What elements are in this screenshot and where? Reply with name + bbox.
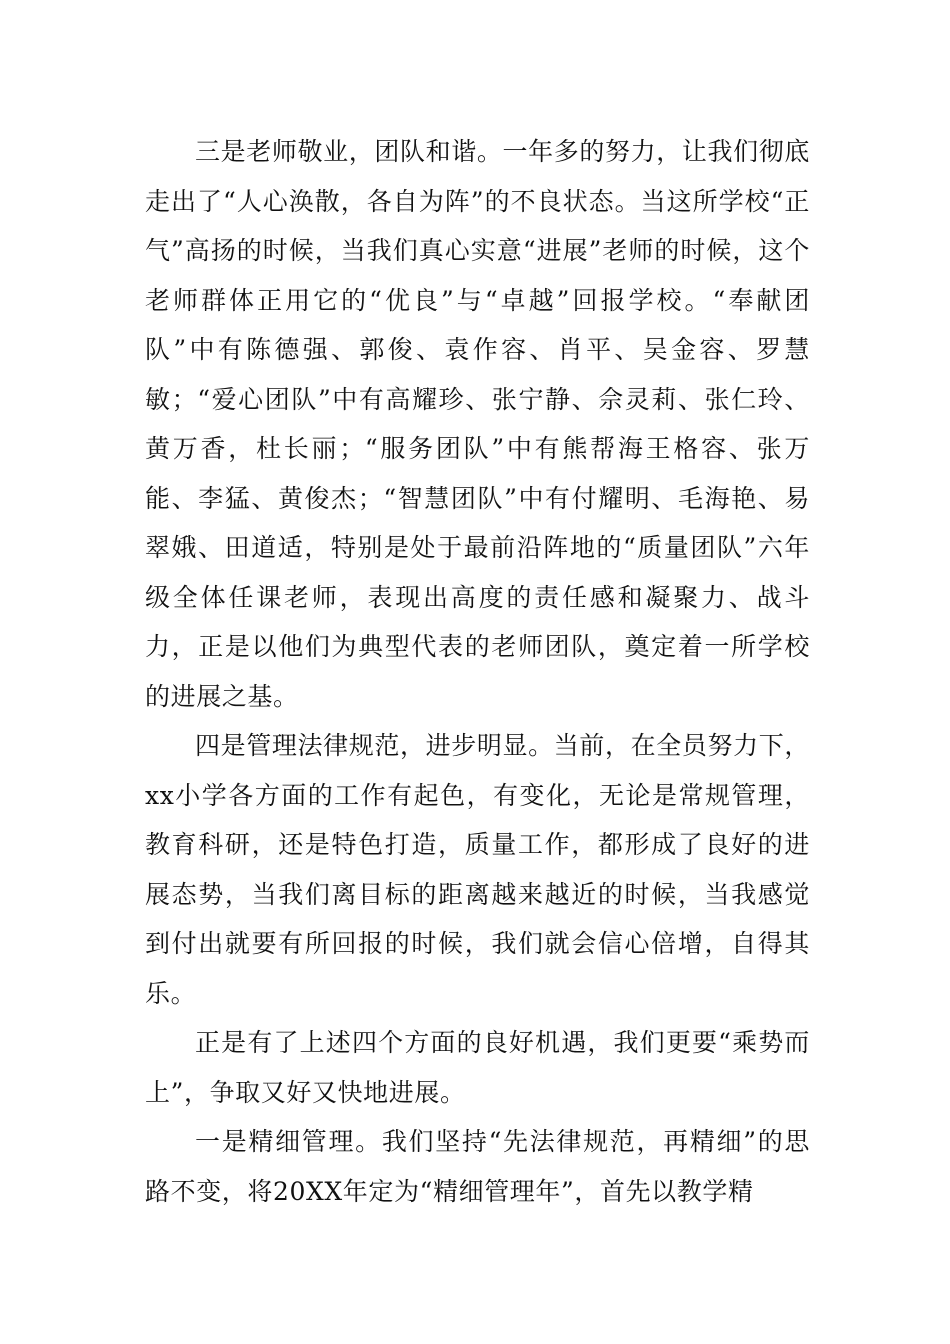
paragraph-opportunities: 正是有了上述四个方面的良好机遇，我们更要“乘势而上”，争取又好又快地进展。 (145, 1028, 810, 1107)
paragraph-management-progress: 四是管理法律规范，进步明显。当前，在全员努力下，xx小学各方面的工作有起色，有变化，无论是常规管理，教育科研，还是特色打造，质量工作，都形成了良好的进展态势，当我们离目标的距离越来越近的时候，当我感觉到付出就要有所回报的时候，我们就会信心倍增，自得其乐。 (145, 731, 810, 1008)
paragraph-teachers-teams: 三是老师敬业，团队和谐。一年多的努力，让我们彻底走出了“人心涣散，各自为阵”的不良状态。当这所学校“正气”高扬的时候，当我们真心实意“进展”老师的时候，这个老师群体正用它的“优良”与“卓越”回报学校。“奉献团队”中有陈德强、郭俊、袁作容、肖平、吴金容、罗慧敏；“爱心团队”中有高耀珍、张宁静、佘灵莉、张仁玲、黄万香，杜长丽；“服务团队”中有熊帮海王格容、张万能、李猛、黄俊杰；“智慧团队”中有付耀明、毛海艳、易翠娥、田道适，特别是处于最前沿阵地的“质量团队”六年级全体任课老师，表现出高度的责任感和凝聚力、战斗力，正是以他们为典型代表的老师团队，奠定着一所学校的进展之基。 (145, 137, 810, 711)
document-body (145, 127, 810, 1216)
paragraph-fine-management: 一是精细管理。我们坚持“先法律规范，再精细”的思路不变，将20XX年定为“精细管理年”，首先以教学精 (145, 1127, 810, 1206)
